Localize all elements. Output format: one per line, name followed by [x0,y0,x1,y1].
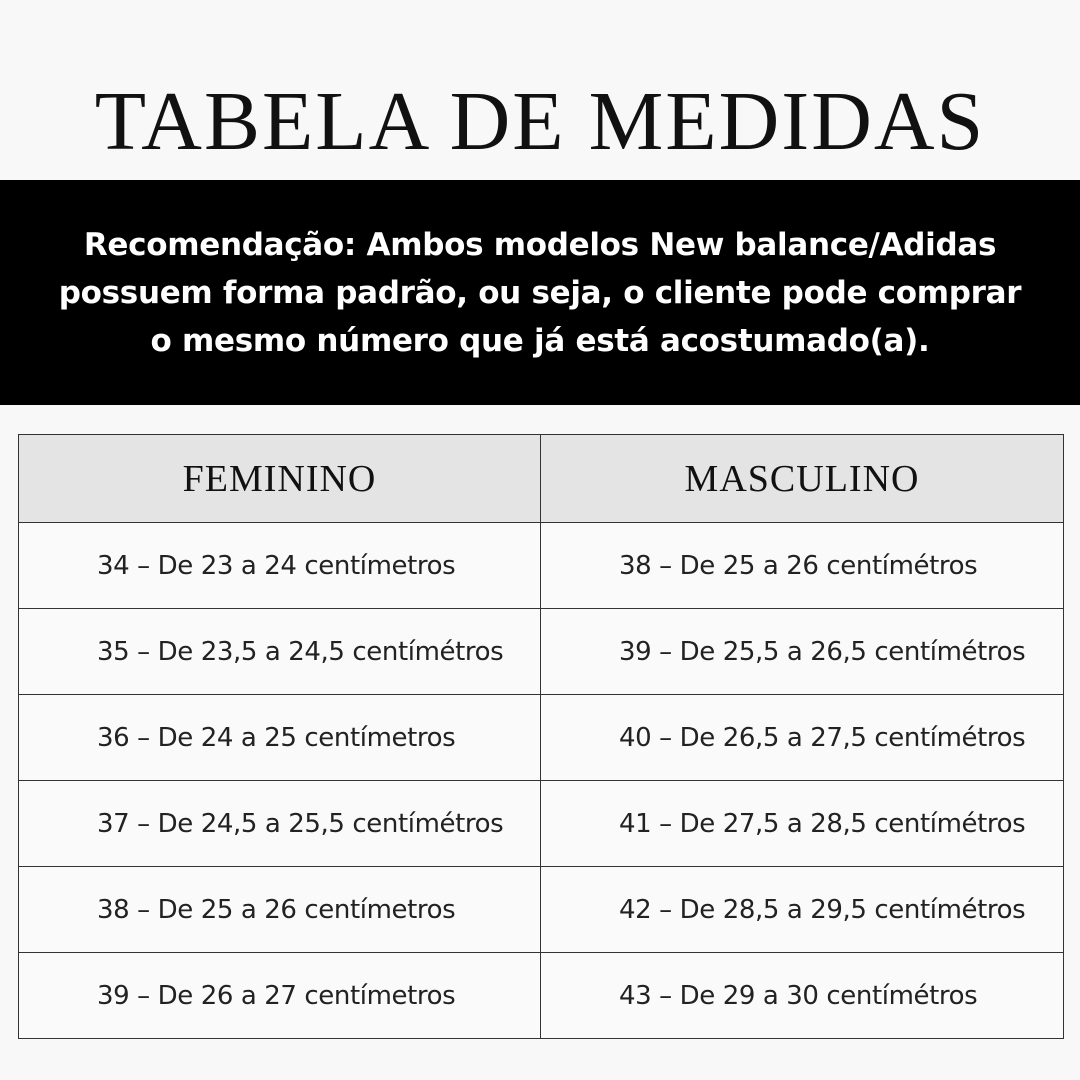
masculino-size-cell: 41 – De 27,5 a 28,5 centímétros [541,781,1064,867]
recommendation-line: o mesmo número que já está acostumado(a). [150,322,930,359]
table-header-row [19,435,1064,523]
table-row [19,953,1064,1039]
table-row [19,609,1064,695]
table-row [19,695,1064,781]
feminino-size-cell: 37 – De 24,5 a 25,5 centímétros [19,781,541,867]
feminino-size-cell: 39 – De 26 a 27 centímetros [19,953,541,1039]
masculino-size-cell: 43 – De 29 a 30 centímétros [541,953,1064,1039]
table-row [19,781,1064,867]
column-header-feminino: FEMININO [19,435,541,523]
page-title: TABELA DE MEDIDAS [94,75,986,168]
masculino-size-cell: 38 – De 25 a 26 centímétros [541,523,1064,609]
masculino-size-cell: 40 – De 26,5 a 27,5 centímétros [541,695,1064,781]
size-table [18,434,1064,1039]
feminino-size-cell: 35 – De 23,5 a 24,5 centímétros [19,609,541,695]
masculino-size-cell: 39 – De 25,5 a 26,5 centímétros [541,609,1064,695]
recommendation-line: Recomendação: Ambos modelos New balance/Adidas [83,226,997,263]
table-row [19,867,1064,953]
recommendation-banner [0,180,1080,405]
masculino-size-cell: 42 – De 28,5 a 29,5 centímétros [541,867,1064,953]
table-row [19,523,1064,609]
recommendation-line: possuem forma padrão, ou seja, o cliente pode comprar [58,274,1022,311]
feminino-size-cell: 38 – De 25 a 26 centímetros [19,867,541,953]
column-header-masculino: MASCULINO [541,435,1064,523]
feminino-size-cell: 36 – De 24 a 25 centímetros [19,695,541,781]
feminino-size-cell: 34 – De 23 a 24 centímetros [19,523,541,609]
